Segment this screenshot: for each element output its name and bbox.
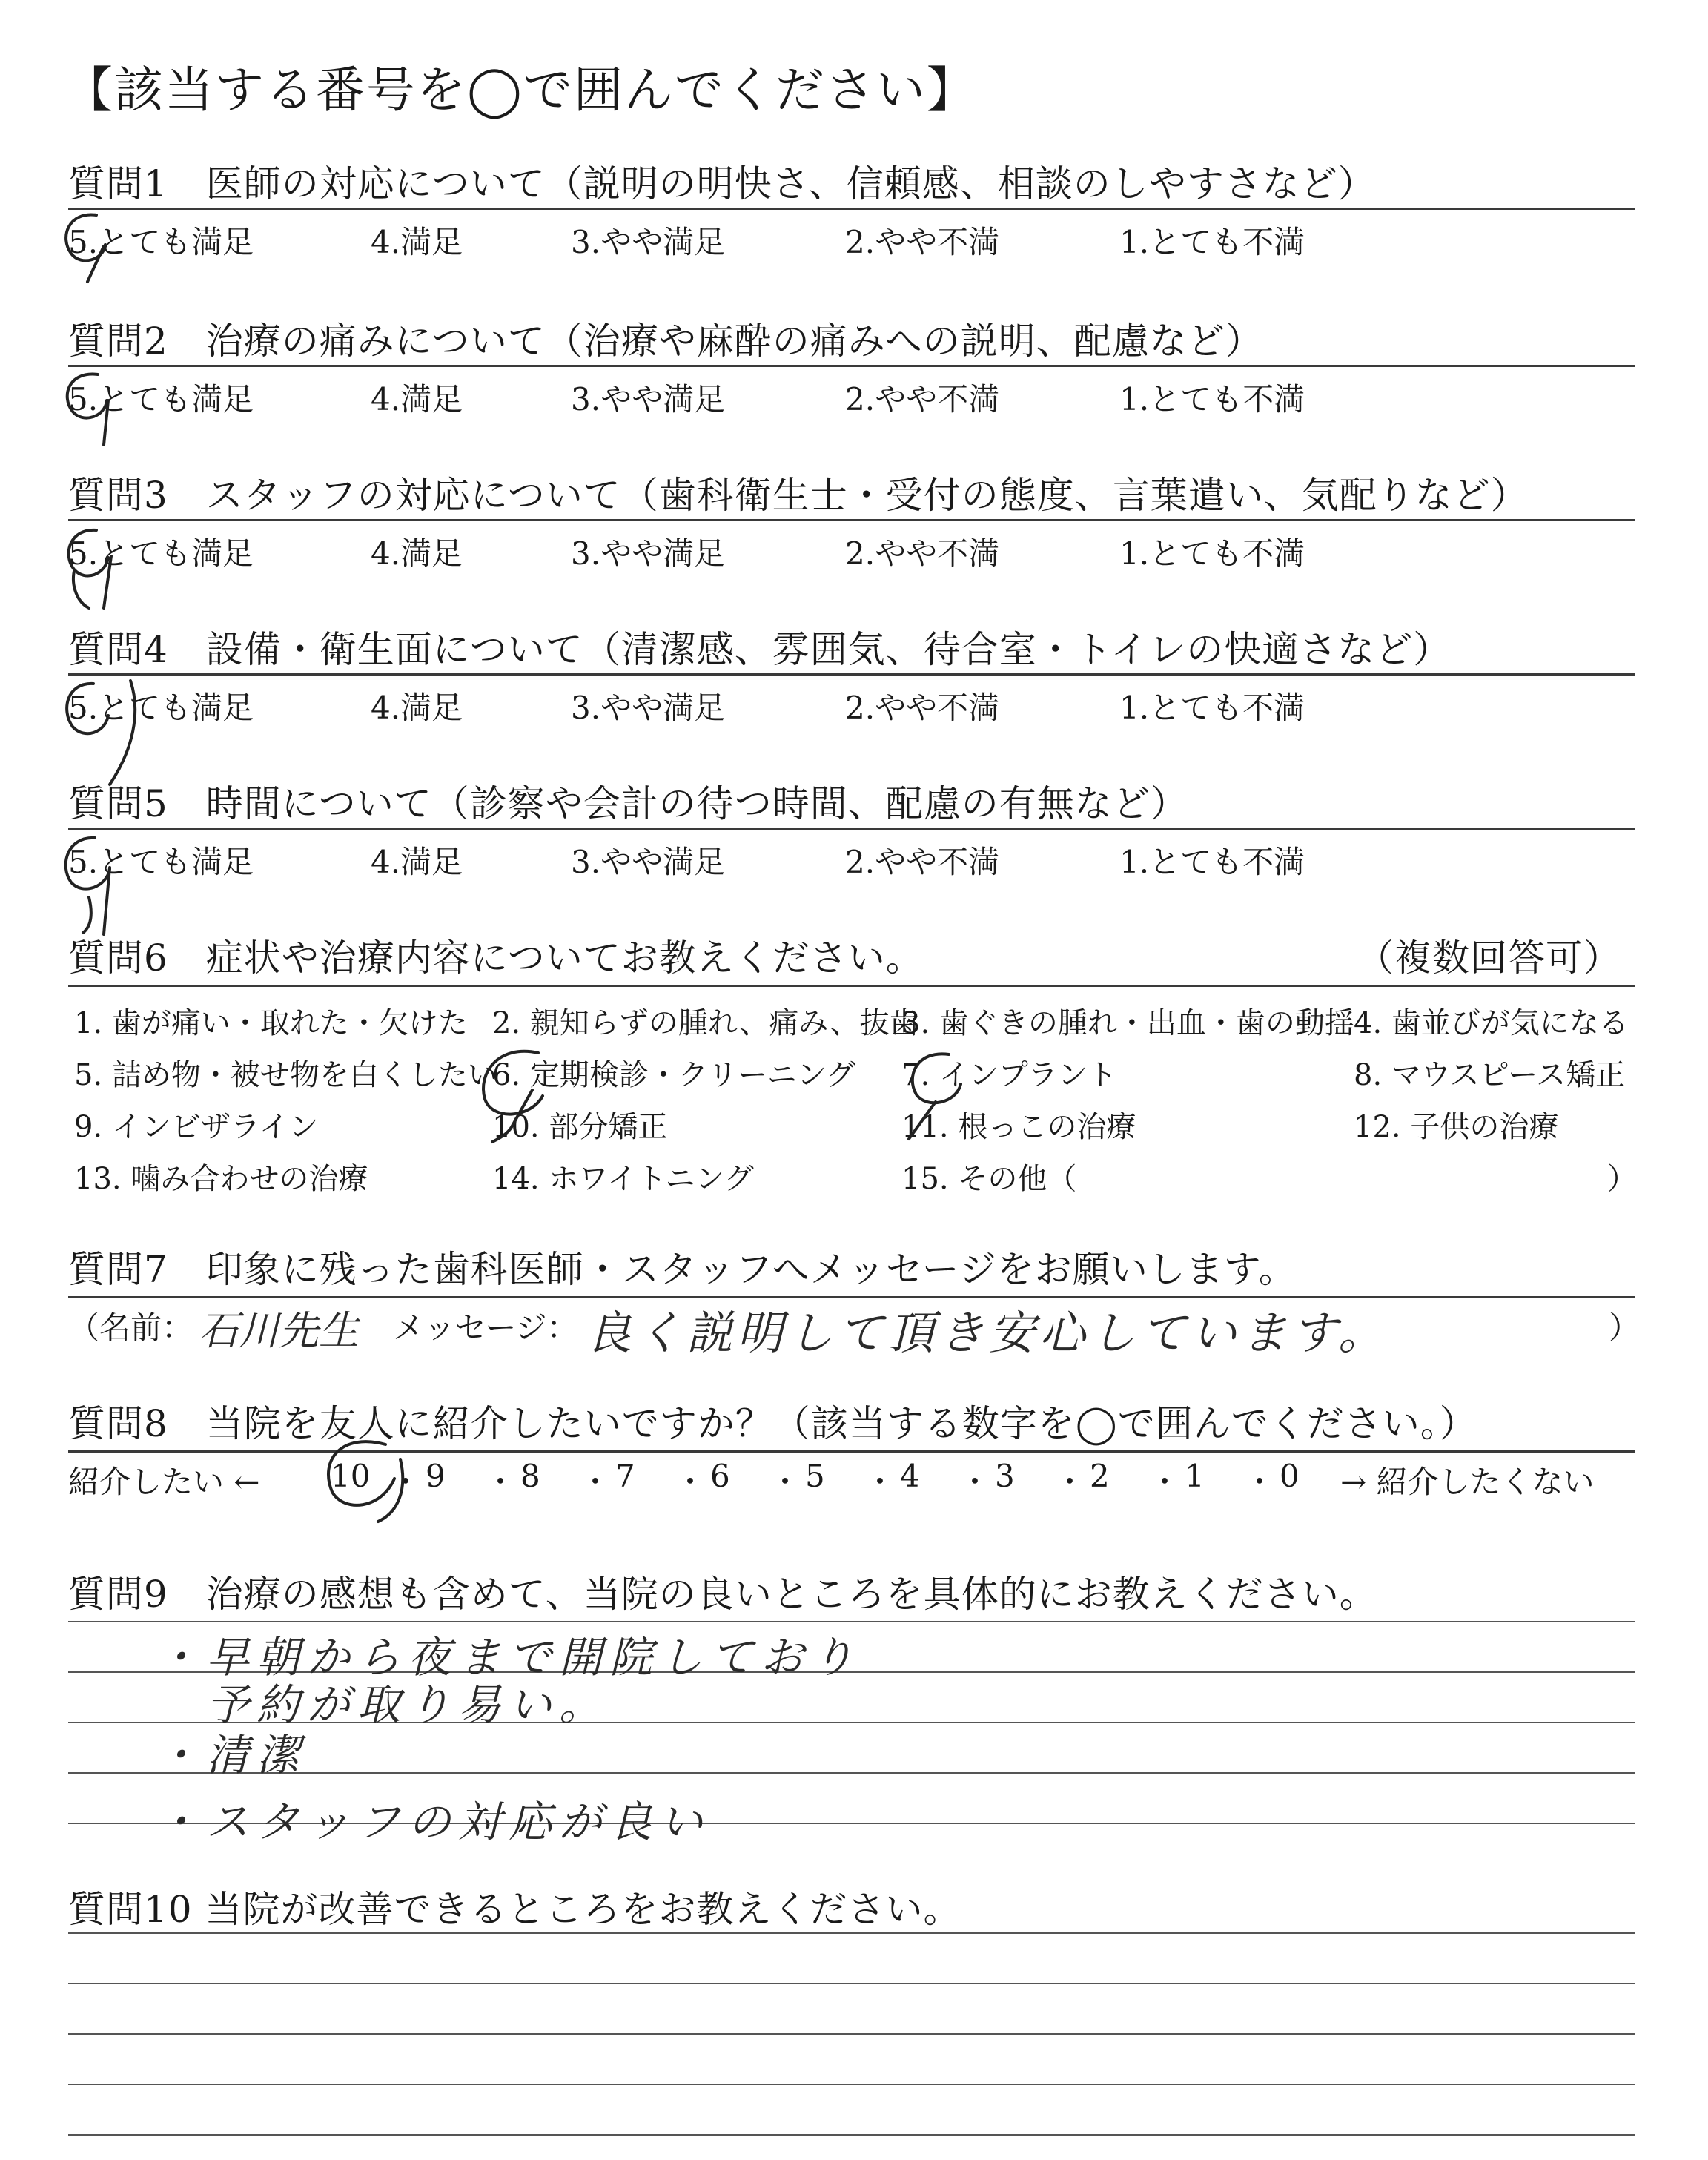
q7-name-label: （名前： (68, 1309, 193, 1346)
q8-scale-dot: ・ (864, 1464, 896, 1500)
q9-handwritten-answer[interactable]: ・清潔 (156, 1730, 308, 1780)
q5-option-4[interactable]: 4.満足 (371, 844, 463, 880)
q3-option-2[interactable]: 2.やや不満 (845, 535, 1000, 572)
q6-option-8[interactable]: 8. マウスピース矯正 (1354, 1058, 1626, 1092)
q6-option-4[interactable]: 4. 歯並びが気になる (1354, 1006, 1629, 1040)
q5-option-3[interactable]: 3.やや満足 (571, 844, 726, 880)
q8-scale-dot: ・ (675, 1464, 706, 1500)
q2-title: 質問2 治療の痛みについて（治療や麻酔の痛みへの説明、配慮など） (68, 320, 1263, 363)
q8-scale-0[interactable]: 0 (1280, 1458, 1300, 1494)
q4-rule (68, 673, 1635, 676)
q8-scale-5[interactable]: 5 (805, 1458, 825, 1494)
q8-scale-dot: ・ (485, 1464, 517, 1500)
q6-option-1[interactable]: 1. 歯が痛い・取れた・欠けた (74, 1006, 468, 1040)
q6-option-11[interactable]: 11. 根っこの治療 (901, 1110, 1136, 1144)
q8-scale-dot: ・ (580, 1464, 612, 1500)
q1-option-3[interactable]: 3.やや満足 (571, 224, 726, 260)
q9-title: 質問9 治療の感想も含めて、当院の良いところを具体的にお教えください。 (68, 1573, 1377, 1616)
q5-option-1[interactable]: 1.とても不満 (1119, 844, 1305, 880)
q10-title: 質問10 当院が改善できるところをお教えください。 (68, 1888, 961, 1931)
q7-title: 質問7 印象に残った歯科医師・スタッフへメッセージをお願いします。 (68, 1248, 1297, 1291)
q5-option-5[interactable]: 5.とても満足 (68, 844, 254, 880)
q1-option-4[interactable]: 4.満足 (371, 224, 463, 260)
q2-option-5[interactable]: 5.とても満足 (68, 381, 254, 417)
q9-handwritten-answer[interactable]: ・スタッフの対応が良い (156, 1797, 711, 1847)
q6-option-10[interactable]: 10. 部分矯正 (492, 1110, 668, 1144)
q8-scale-4[interactable]: 4 (900, 1458, 920, 1494)
q8-scale-6[interactable]: 6 (710, 1458, 730, 1494)
q10-answer-line[interactable] (68, 1932, 1635, 1934)
q3-option-1[interactable]: 1.とても不満 (1119, 535, 1305, 572)
q2-option-2[interactable]: 2.やや不満 (845, 381, 1000, 417)
q8-title: 質問8 当院を友人に紹介したいですか？（該当する数字を◯で囲んでください。） (68, 1402, 1477, 1445)
q10-answer-line[interactable] (68, 2084, 1635, 2085)
q3-title: 質問3 スタッフの対応について（歯科衛生士・受付の態度、言葉遣い、気配りなど） (68, 474, 1529, 517)
q8-scale-1[interactable]: 1 (1185, 1458, 1205, 1494)
q6-rule (68, 985, 1635, 987)
q2-option-1[interactable]: 1.とても不満 (1119, 381, 1305, 417)
q5-option-2[interactable]: 2.やや不満 (845, 844, 1000, 880)
q4-option-5[interactable]: 5.とても満足 (68, 690, 254, 726)
q8-scale-dot: ・ (390, 1464, 422, 1500)
q10-answer-line[interactable] (68, 2134, 1635, 2136)
q4-option-1[interactable]: 1.とても不満 (1119, 690, 1305, 726)
q9-handwritten-answer[interactable]: ・早朝から夜まで開院しており (156, 1632, 862, 1682)
q3-option-4[interactable]: 4.満足 (371, 535, 463, 572)
q3-option-3[interactable]: 3.やや満足 (571, 535, 726, 572)
q2-option-3[interactable]: 3.やや満足 (571, 381, 726, 417)
q1-title: 質問1 医師の対応について（説明の明快さ、信頼感、相談のしやすさなど） (68, 162, 1376, 205)
q2-rule (68, 365, 1635, 367)
q6-option-15[interactable]: 15. その他（ (901, 1162, 1077, 1196)
q2-option-4[interactable]: 4.満足 (371, 381, 463, 417)
q8-rule (68, 1450, 1635, 1453)
q8-left-label: 紹介したい ← (68, 1464, 260, 1500)
q4-title: 質問4 設備・衛生面について（清潔感、雰囲気、待合室・トイレの快適さなど） (68, 628, 1452, 671)
q9-handwritten-answer[interactable]: 予約が取り易い。 (156, 1680, 610, 1730)
q10-answer-line[interactable] (68, 2033, 1635, 2035)
q6-multiple-note: （複数回答可） (1357, 937, 1621, 980)
q3-rule (68, 519, 1635, 521)
q8-scale-8[interactable]: 8 (520, 1458, 540, 1494)
q6-title: 質問6 症状や治療内容についてお教えください。 (68, 937, 924, 980)
q1-rule (68, 208, 1635, 210)
q8-right-label: → 紹介したくない (1340, 1464, 1595, 1500)
q1-option-5[interactable]: 5.とても満足 (68, 224, 254, 260)
q6-option-12[interactable]: 12. 子供の治療 (1354, 1110, 1559, 1144)
q6-option-9[interactable]: 9. インビザライン (74, 1110, 319, 1144)
q7-message-label: メッセージ： (393, 1309, 578, 1346)
q7-name-handwriting[interactable]: 石川先生 (199, 1307, 359, 1354)
q8-scale-dot: ・ (1054, 1464, 1086, 1500)
q4-option-3[interactable]: 3.やや満足 (571, 690, 726, 726)
q5-title: 質問5 時間について（診察や会計の待つ時間、配慮の有無など） (68, 782, 1188, 825)
q6-option-3[interactable]: 3. 歯ぐきの腫れ・出血・歯の動揺 (901, 1006, 1354, 1040)
q8-scale-dot: ・ (1244, 1464, 1276, 1500)
q8-scale-dot: ・ (1149, 1464, 1181, 1500)
q1-option-1[interactable]: 1.とても不満 (1119, 224, 1305, 260)
q6-other-close-paren: ） (1607, 1162, 1637, 1196)
q8-scale-10[interactable]: 10 (331, 1458, 371, 1494)
q8-scale-dot: ・ (769, 1464, 801, 1500)
q8-scale-dot: ・ (959, 1464, 991, 1500)
q6-option-2[interactable]: 2. 親知らずの腫れ、痛み、抜歯 (492, 1006, 919, 1040)
q7-close-paren: ） (1609, 1309, 1641, 1346)
q6-option-13[interactable]: 13. 噛み合わせの治療 (74, 1162, 368, 1196)
q5-rule (68, 828, 1635, 830)
form-instruction-header: 【該当する番号を◯で囲んでください】 (64, 62, 977, 119)
q8-scale-3[interactable]: 3 (995, 1458, 1015, 1494)
q7-message-handwriting[interactable]: 良く説明して頂き安心しています。 (586, 1306, 1389, 1360)
q3-option-5[interactable]: 5.とても満足 (68, 535, 254, 572)
q6-option-14[interactable]: 14. ホワイトニング (492, 1162, 754, 1196)
q6-option-5[interactable]: 5. 詰め物・被せ物を白くしたい (74, 1058, 497, 1092)
q8-scale-2[interactable]: 2 (1090, 1458, 1110, 1494)
q1-option-2[interactable]: 2.やや不満 (845, 224, 1000, 260)
q8-scale-7[interactable]: 7 (615, 1458, 635, 1494)
q6-option-6[interactable]: 6. 定期検診・クリーニング (492, 1058, 856, 1092)
q4-option-4[interactable]: 4.満足 (371, 690, 463, 726)
q6-option-7[interactable]: 7. インプラント (901, 1058, 1117, 1092)
q4-option-2[interactable]: 2.やや不満 (845, 690, 1000, 726)
q8-scale-9[interactable]: 9 (426, 1458, 446, 1494)
q10-answer-line[interactable] (68, 1983, 1635, 1984)
